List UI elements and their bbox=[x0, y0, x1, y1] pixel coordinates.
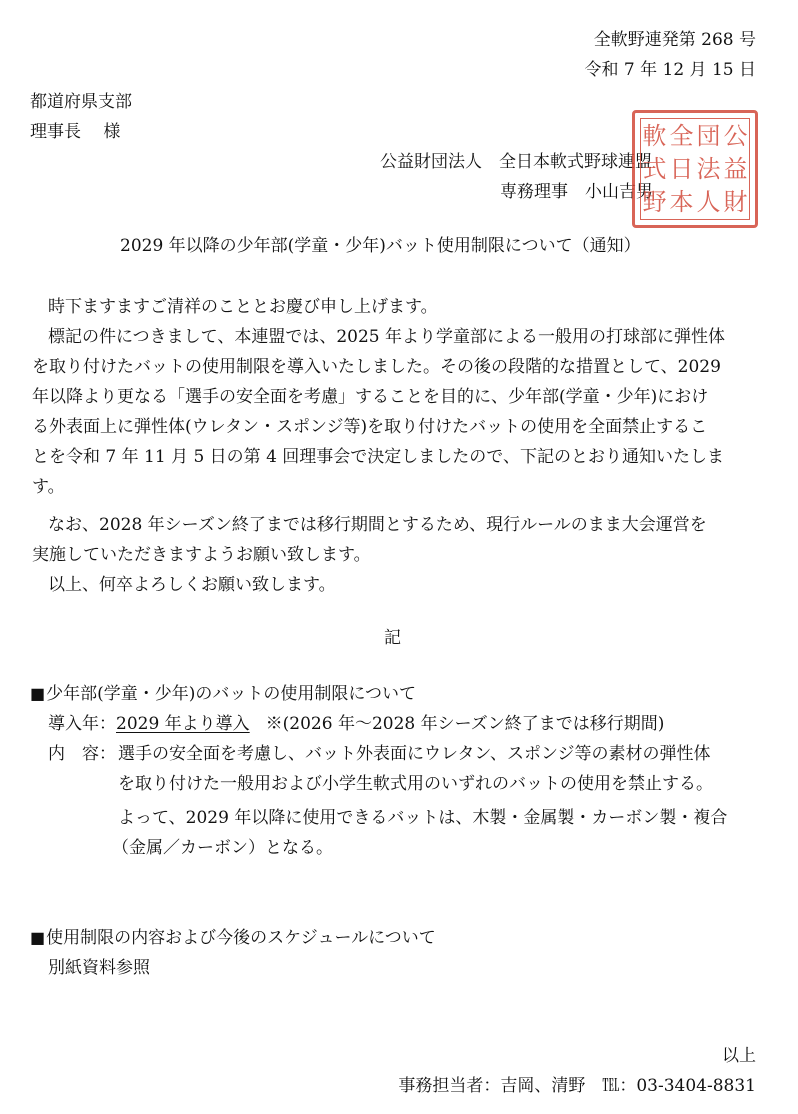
section2-detail: 別紙資料参照 bbox=[48, 958, 150, 978]
content-line: 選手の安全面を考慮し、バット外表面にウレタン、スポンジ等の素材の弾性体 bbox=[118, 744, 711, 764]
bullet-square-icon: ■ bbox=[30, 684, 46, 703]
body-paragraph-line: 年以降より更なる「選手の安全面を考慮」することを目的に、少年部(学童・少年)におけ bbox=[32, 387, 709, 407]
body-paragraph-line: とを令和 7 年 11 月 5 日の第 4 回理事会で決定しましたので、下記のとおり通知いたしま bbox=[32, 447, 724, 467]
intro-year-label: 導入年： bbox=[48, 714, 116, 734]
sender-organization: 公益財団法人 全日本軟式野球連盟 bbox=[380, 152, 652, 172]
seal-glyph: 全 bbox=[669, 121, 694, 150]
seal-glyph: 法 bbox=[696, 154, 721, 183]
seal-glyph: 野 bbox=[642, 188, 667, 217]
intro-year-value: 2029 年より導入 bbox=[116, 714, 250, 734]
seal-glyph: 式 bbox=[642, 154, 667, 183]
bullet-square-icon: ■ bbox=[30, 928, 46, 947]
section2-heading bbox=[30, 926, 436, 950]
subject-title: 2029 年以降の少年部(学童・少年)バット使用制限について（通知） bbox=[120, 236, 641, 256]
section1-heading bbox=[30, 682, 416, 706]
official-seal bbox=[632, 110, 758, 228]
section2-heading-text: 使用制限の内容および今後のスケジュールについて bbox=[46, 928, 436, 948]
document-date: 令和 7 年 12 月 15 日 bbox=[584, 60, 756, 80]
content-line: を取り付けた一般用および小学生軟式用のいずれのバットの使用を禁止する。 bbox=[118, 774, 713, 794]
seal-glyph: 日 bbox=[669, 154, 694, 183]
body-paragraph-line: 標記の件につきまして、本連盟では、2025 年より学童部による一般用の打球部に弾性体 bbox=[48, 327, 725, 347]
body-paragraph-line: る外表面上に弾性体(ウレタン・スポンジ等)を取り付けたバットの使用を全面禁止するこ bbox=[32, 417, 708, 437]
seal-glyph: 公 bbox=[723, 121, 748, 150]
seal-glyph: 人 bbox=[696, 188, 721, 217]
seal-glyph: 益 bbox=[723, 154, 748, 183]
intro-year-row bbox=[48, 712, 664, 736]
content-line: よって、2029 年以降に使用できるバットは、木製・金属製・カーボン製・複合 bbox=[118, 808, 728, 828]
sender-name: 専務理事 小山吉男 bbox=[500, 182, 653, 202]
intro-year-note: ※(2026 年～2028 年シーズン終了までは移行期間) bbox=[265, 714, 665, 734]
body-paragraph-line: 時下ますますご清祥のこととお慶び申し上げます。 bbox=[48, 297, 438, 317]
recipient-branch: 都道府県支部 bbox=[30, 92, 132, 112]
body-paragraph-line: を取り付けたバットの使用制限を導入いたしました。その後の段階的な措置として、2029 bbox=[32, 357, 721, 377]
seal-glyph: 団 bbox=[696, 121, 721, 150]
document-number: 全軟野連発第 268 号 bbox=[593, 30, 756, 50]
contact-info: 事務担当者：吉岡、清野 ℡：03-3404-8831 bbox=[398, 1076, 756, 1096]
closing-text: 以上 bbox=[722, 1046, 756, 1066]
body-paragraph-line: なお、2028 年シーズン終了までは移行期間とするため、現行ルールのまま大会運営を bbox=[48, 515, 707, 535]
section1-heading-text: 少年部(学童・少年)のバットの使用制限について bbox=[46, 684, 417, 704]
content-line: （金属／カーボン）となる。 bbox=[112, 838, 333, 858]
seal-glyph: 本 bbox=[669, 188, 694, 217]
ki-heading: 記 bbox=[384, 628, 401, 648]
body-paragraph-line: す。 bbox=[32, 477, 65, 497]
recipient-title: 理事長 様 bbox=[30, 122, 121, 142]
body-paragraph-line: 実施していただきますようお願い致します。 bbox=[32, 545, 371, 565]
seal-glyph: 財 bbox=[723, 188, 748, 217]
body-paragraph-line: 以上、何卒よろしくお願い致します。 bbox=[48, 575, 336, 595]
content-label: 内 容： bbox=[48, 744, 116, 764]
seal-glyph: 軟 bbox=[642, 121, 667, 150]
